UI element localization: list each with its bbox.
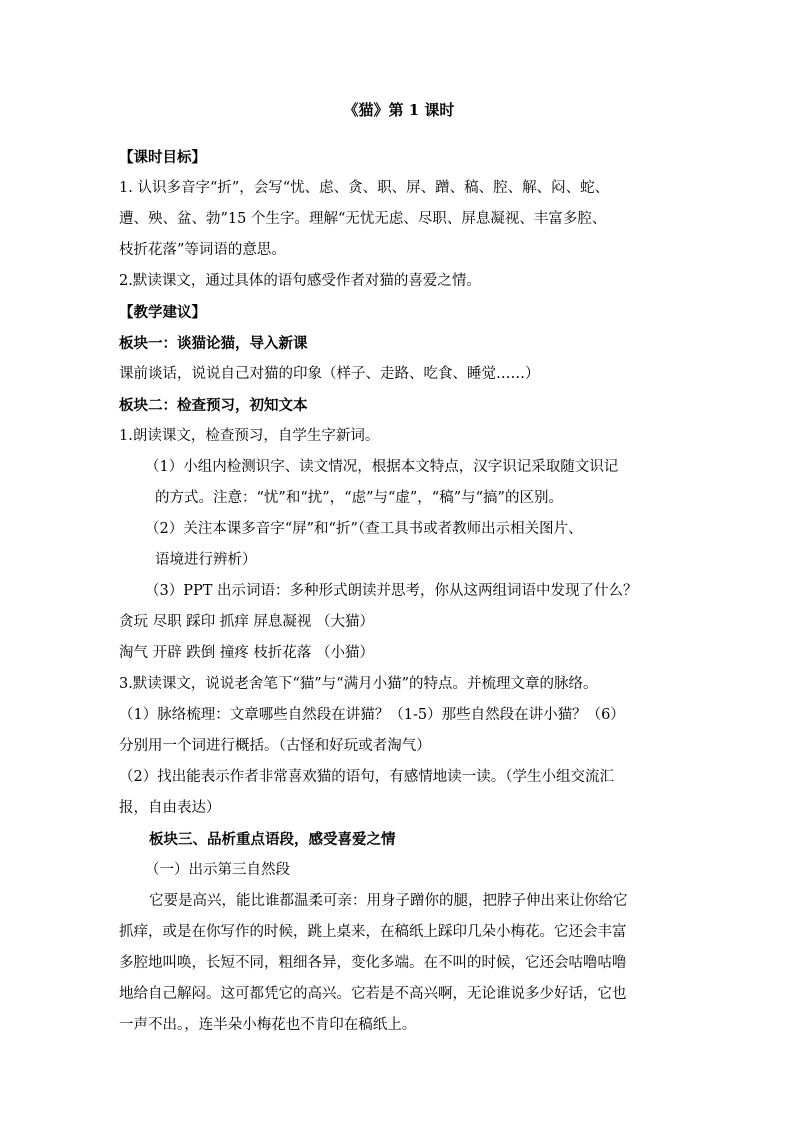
paragraph-line: 分别用一个词进行概括。（古怪和好玩或者淘气） xyxy=(119,738,431,754)
paragraph-line: 它要是高兴，能比谁都温柔可亲：用身子蹭你的腿，把脖子伸出来让你给它 xyxy=(149,893,628,909)
document-title: 《猫》第 1 课时 xyxy=(343,101,455,119)
paragraph-line: （1）脉络梳理：文章哪些自然段在讲猫？（1-5）那些自然段在讲小猫？（6） xyxy=(119,707,625,723)
paragraph-line: 枝折花落”等词语的意思。 xyxy=(119,242,286,258)
paragraph-line: 地给自己解闷。这可都凭它的高兴。它若是不高兴啊，无论谁说多少好话，它也 xyxy=(119,986,627,1002)
paragraph-line: 1.朗读课文，检查预习，自学生字新词。 xyxy=(119,428,380,444)
section-heading: 【教学建议】 xyxy=(119,304,206,321)
paragraph-line: 遭、殃、盆、勃”15 个生字。理解“无忧无虑、尽职、屏息凝视、丰富多腔、 xyxy=(119,211,607,227)
paragraph-line: （3）PPT 出示词语：多种形式朗读并思考，你从这两组词语中发现了什么？ xyxy=(145,583,638,599)
paragraph-line: （2）找出能表示作者非常喜欢猫的语句，有感情地读一读。（学生小组交流汇 xyxy=(119,769,614,785)
paragraph-line: 多腔地叫唤，长短不同，粗细各异，变化多端。在不叫的时候，它还会咕噜咕噜 xyxy=(119,955,627,971)
document-body xyxy=(119,142,679,1041)
paragraph-line: 贪玩 尽职 踩印 抓痒 屏息凝视 （大猫） xyxy=(119,614,375,630)
section-heading: 【课时目标】 xyxy=(119,149,206,166)
paragraph-line: 一声不出。，连半朵小梅花也不肯印在稿纸上。 xyxy=(119,1017,417,1033)
paragraph-line: 淘气 开辟 跌倒 撞疼 枝折花落 （小猫） xyxy=(119,645,375,661)
paragraph-line: 抓痒，或是在你写作的时候，跳上桌来，在稿纸上踩印几朵小梅花。它还会丰富 xyxy=(119,924,627,940)
section-heading: 板块二：检查预习，初知文本 xyxy=(119,397,308,414)
paragraph-line: 报，自由表达） xyxy=(119,800,221,816)
paragraph-line: 1. 认识多音字“折”，会写“忧、虑、贪、职、屏、蹭、稿、腔、解、闷、蛇、 xyxy=(119,180,610,196)
paragraph-line: （一）出示第三自然段 xyxy=(145,862,290,878)
section-heading: 板块一：谈猫论猫，导入新课 xyxy=(119,335,308,352)
paragraph-line: 的方式。注意：“忧”和“扰”，“虑”与“虚”，“稿”与“搞”的区别。 xyxy=(155,490,563,506)
paragraph-line: 2.默读课文，通过具体的语句感受作者对猫的喜爱之情。 xyxy=(119,273,481,289)
paragraph-line: 课前谈话，说说自己对猫的印象（样子、走路、吃食、睡觉……） xyxy=(119,366,540,382)
paragraph-line: （2）关注本课多音字“屏”和“折”（查工具书或者教师出示相关图片、 xyxy=(145,521,583,537)
section-heading: 板块三、品析重点语段，感受喜爱之情 xyxy=(149,831,396,848)
paragraph-line: （1）小组内检测识字、读文情况，根据本文特点，汉字识记采取随文识记 xyxy=(145,459,619,475)
document-page xyxy=(119,96,679,1041)
paragraph-line: 语境进行辨析） xyxy=(155,552,257,568)
paragraph-line: 3.默读课文，说说老舍笔下“猫”与“满月小猫”的特点。并梳理文章的脉络。 xyxy=(119,676,598,692)
